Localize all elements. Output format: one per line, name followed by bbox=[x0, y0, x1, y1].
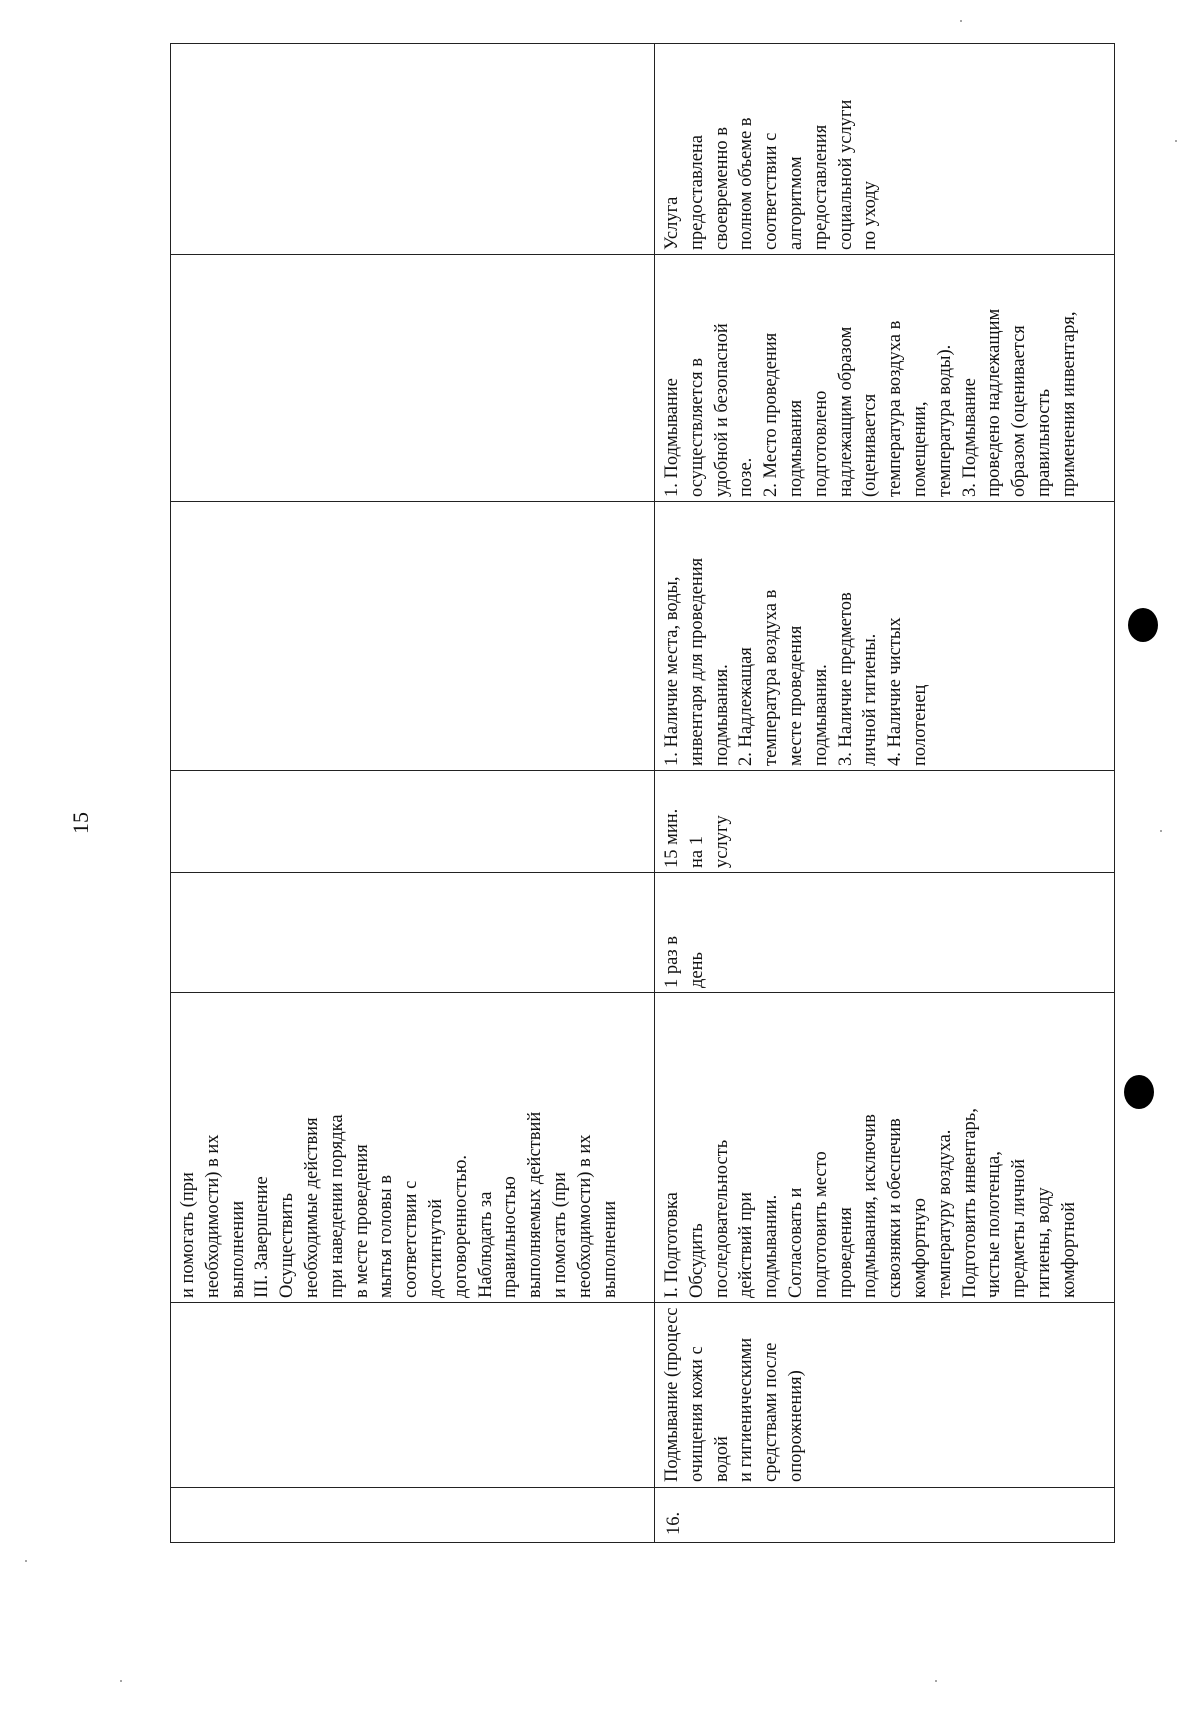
row16-quality-indicators: 1. Подмывание осуществляется в удобной и безопасной позе. 2. Место проведения подмывания подготовлено надлежащим образом (оценивается температура воздуха в помещении, температура воды). 3. Подмывание проведено надлежащим образом (оценивается правильность применения инвентаря, bbox=[662, 308, 1079, 497]
row16-duration: 15 мин. на 1 услугу bbox=[662, 808, 732, 868]
scan-speck bbox=[25, 1560, 27, 1562]
row16-frequency-cell bbox=[654, 872, 1114, 992]
row16-conditions-cell bbox=[654, 501, 1114, 770]
row16-quality-cell bbox=[654, 254, 1114, 501]
prev-row-actions-cell bbox=[171, 992, 654, 1302]
row16-frequency: 1 раз в день bbox=[662, 935, 707, 988]
row16-evaluation-cell bbox=[654, 44, 1114, 254]
row16-duration-cell bbox=[654, 770, 1114, 872]
row16-number: 16. bbox=[664, 1511, 684, 1535]
punch-hole-top bbox=[1128, 608, 1158, 642]
scan-speck bbox=[935, 1680, 937, 1682]
row16-conditions: 1. Наличие места, воды, инвентаря для проведения подмывания. 2. Надлежащая температура воздуха в месте проведения подмывания. 3. Наличие предметов личной гигиены. 4. Наличие чистых полотенец bbox=[662, 557, 930, 766]
row16-number-cell bbox=[654, 1487, 1114, 1542]
row16-actions: I. Подготовка Обсудить последовательность действий при подмывании. Согласовать и подготовить место проведения подмывания, исключив сквозняки и обеспечив комфортную температуру воздуха. Подготовить инвентарь, чистые полотенца, предметы личной гигиены, воду комфортной bbox=[662, 1108, 1079, 1298]
row16-evaluation: Услуга предоставлена своевременно в полном объеме в соответствии с алгоритмом предоставления социальной услуги по уходу bbox=[662, 99, 881, 250]
prev-row-actions-text: и помогать (при необходимости) в их выполнении III. Завершение Осуществить необходимые действия при наведении порядка в месте проведения мытья головы в соответствии с достигнутой договоренностью. Наблюдать за правильностью выполняемых действий и помогать (при необходимости) в их выполнении bbox=[178, 1111, 620, 1298]
scan-speck bbox=[1175, 140, 1177, 142]
row16-service-cell bbox=[654, 1302, 1114, 1487]
page-number: 15 bbox=[68, 812, 93, 834]
scan-speck bbox=[1160, 830, 1162, 832]
row16-actions-cell bbox=[654, 992, 1114, 1302]
punch-hole-bottom bbox=[1124, 1075, 1154, 1109]
scan-speck bbox=[960, 20, 962, 22]
services-table bbox=[170, 43, 1115, 1543]
scan-speck bbox=[120, 1680, 122, 1682]
row16-service: Подмывание (процесс очищения кожи с водой и гигиеническими средствами после опорожнения) bbox=[662, 1307, 806, 1482]
